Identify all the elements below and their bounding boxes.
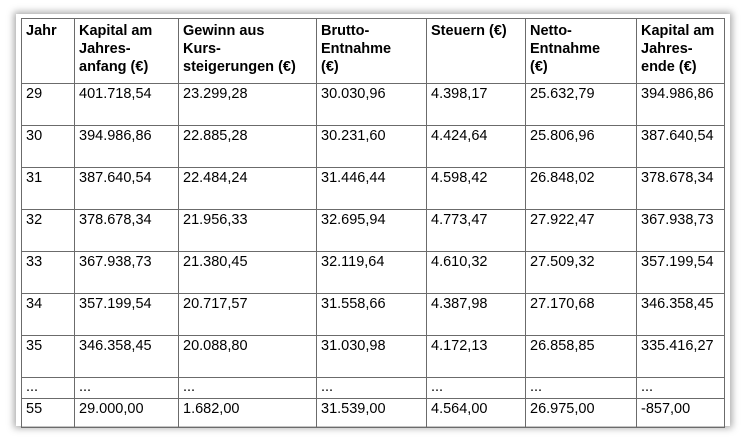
cell-capital-end: 394.986,86 bbox=[637, 84, 725, 126]
cell-capital-end: 378.678,34 bbox=[637, 168, 725, 210]
table-row bbox=[22, 84, 725, 126]
cell-year: 30 bbox=[22, 126, 75, 168]
table-row bbox=[22, 294, 725, 336]
header-net-withdrawal: Netto- Entnahme (€) bbox=[526, 19, 637, 84]
cell-year: 35 bbox=[22, 336, 75, 378]
cell-year: 34 bbox=[22, 294, 75, 336]
cell-capital-start: 401.718,54 bbox=[75, 84, 179, 126]
table-row bbox=[22, 252, 725, 294]
cell-gross-withdrawal: 31.558,66 bbox=[317, 294, 427, 336]
cell-net-withdrawal: 27.170,68 bbox=[526, 294, 637, 336]
cell-net-withdrawal: 27.922,47 bbox=[526, 210, 637, 252]
cell-capital-start: ... bbox=[75, 378, 179, 399]
cell-taxes: 4.387,98 bbox=[427, 294, 526, 336]
cell-gross-withdrawal: 32.119,64 bbox=[317, 252, 427, 294]
cell-capital-end: 367.938,73 bbox=[637, 210, 725, 252]
cell-gross-withdrawal: 30.231,60 bbox=[317, 126, 427, 168]
cell-price-gain: 20.717,57 bbox=[179, 294, 317, 336]
cell-price-gain: 22.885,28 bbox=[179, 126, 317, 168]
cell-capital-end: 346.358,45 bbox=[637, 294, 725, 336]
cell-price-gain: 23.299,28 bbox=[179, 84, 317, 126]
header-year: Jahr bbox=[22, 19, 75, 84]
cell-year: 32 bbox=[22, 210, 75, 252]
cell-taxes: 4.564,00 bbox=[427, 399, 526, 428]
cell-taxes: 4.398,17 bbox=[427, 84, 526, 126]
header-price-gain: Gewinn aus Kurs- steigerungen (€) bbox=[179, 19, 317, 84]
cell-capital-end: -857,00 bbox=[637, 399, 725, 428]
cell-capital-start: 29.000,00 bbox=[75, 399, 179, 428]
header-taxes: Steuern (€) bbox=[427, 19, 526, 84]
cell-year: ... bbox=[22, 378, 75, 399]
cell-price-gain: 21.956,33 bbox=[179, 210, 317, 252]
cell-year: 33 bbox=[22, 252, 75, 294]
cell-capital-start: 394.986,86 bbox=[75, 126, 179, 168]
cell-year: 55 bbox=[22, 399, 75, 428]
cell-net-withdrawal: 26.848,02 bbox=[526, 168, 637, 210]
cell-gross-withdrawal: 31.446,44 bbox=[317, 168, 427, 210]
cell-net-withdrawal: 25.632,79 bbox=[526, 84, 637, 126]
cell-capital-start: 378.678,34 bbox=[75, 210, 179, 252]
cell-capital-end: 357.199,54 bbox=[637, 252, 725, 294]
header-capital-start: Kapital am Jahres- anfang (€) bbox=[75, 19, 179, 84]
cell-capital-end: ... bbox=[637, 378, 725, 399]
table-row bbox=[22, 168, 725, 210]
cell-net-withdrawal: ... bbox=[526, 378, 637, 399]
table-row bbox=[22, 399, 725, 428]
cell-taxes: 4.598,42 bbox=[427, 168, 526, 210]
cell-capital-start: 357.199,54 bbox=[75, 294, 179, 336]
cell-gross-withdrawal: ... bbox=[317, 378, 427, 399]
cell-taxes: ... bbox=[427, 378, 526, 399]
cell-year: 29 bbox=[22, 84, 75, 126]
cell-capital-start: 367.938,73 bbox=[75, 252, 179, 294]
header-capital-end: Kapital am Jahres- ende (€) bbox=[637, 19, 725, 84]
cell-price-gain: 20.088,80 bbox=[179, 336, 317, 378]
cell-gross-withdrawal: 32.695,94 bbox=[317, 210, 427, 252]
cell-net-withdrawal: 26.858,85 bbox=[526, 336, 637, 378]
cell-taxes: 4.424,64 bbox=[427, 126, 526, 168]
table-row bbox=[22, 336, 725, 378]
cell-taxes: 4.610,32 bbox=[427, 252, 526, 294]
cell-year: 31 bbox=[22, 168, 75, 210]
cell-net-withdrawal: 25.806,96 bbox=[526, 126, 637, 168]
cell-taxes: 4.773,47 bbox=[427, 210, 526, 252]
cell-net-withdrawal: 27.509,32 bbox=[526, 252, 637, 294]
table-row bbox=[22, 126, 725, 168]
table-row bbox=[22, 210, 725, 252]
cell-gross-withdrawal: 31.539,00 bbox=[317, 399, 427, 428]
header-gross-withdrawal: Brutto- Entnahme (€) bbox=[317, 19, 427, 84]
cell-net-withdrawal: 26.975,00 bbox=[526, 399, 637, 428]
cell-capital-start: 346.358,45 bbox=[75, 336, 179, 378]
cell-price-gain: 21.380,45 bbox=[179, 252, 317, 294]
cell-capital-end: 335.416,27 bbox=[637, 336, 725, 378]
cell-price-gain: 22.484,24 bbox=[179, 168, 317, 210]
cell-price-gain: ... bbox=[179, 378, 317, 399]
cell-gross-withdrawal: 30.030,96 bbox=[317, 84, 427, 126]
table-header-row bbox=[22, 19, 725, 84]
cell-capital-end: 387.640,54 bbox=[637, 126, 725, 168]
cell-taxes: 4.172,13 bbox=[427, 336, 526, 378]
table-row-ellipsis bbox=[22, 378, 725, 399]
cell-capital-start: 387.640,54 bbox=[75, 168, 179, 210]
cell-price-gain: 1.682,00 bbox=[179, 399, 317, 428]
capital-withdrawal-table bbox=[21, 18, 725, 428]
cell-gross-withdrawal: 31.030,98 bbox=[317, 336, 427, 378]
